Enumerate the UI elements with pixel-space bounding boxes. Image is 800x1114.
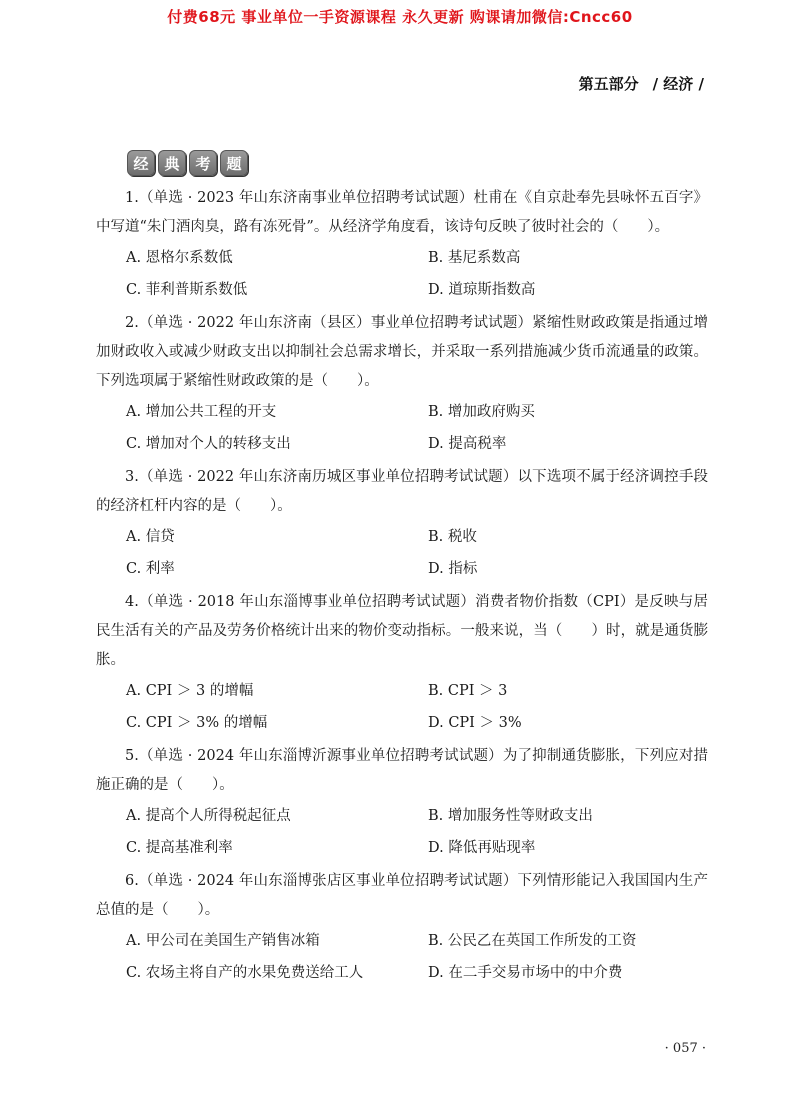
option-d: D. 指标: [428, 561, 478, 577]
watermark-banner: 付费68元 事业单位一手资源课程 永久更新 购课请加微信:Cncc60: [167, 8, 633, 26]
option-a: A. CPI ＞ 3 的增幅: [126, 683, 254, 699]
option-grid: [96, 396, 708, 460]
question-list: [96, 184, 708, 992]
option-grid: [96, 925, 708, 989]
question-2: [96, 309, 708, 460]
option-d: D. 在二手交易市场中的中介费: [428, 965, 623, 981]
question-stem: 3.（单选 · 2022 年山东济南历城区事业单位招聘考试试题）以下选项不属于经济调控手段的经济杠杆内容的是（ ）。: [96, 469, 708, 514]
option-c: C. 增加对个人的转移支出: [126, 436, 291, 452]
classic-questions-badge: [127, 150, 248, 176]
option-d: D. CPI ＞ 3%: [428, 715, 522, 731]
option-b: B. 增加服务性等财政支出: [428, 808, 593, 824]
badge-char: 考: [189, 150, 217, 176]
option-d: D. 降低再贴现率: [428, 840, 536, 856]
option-c: C. 菲利普斯系数低: [126, 282, 248, 298]
part-label: 第五部分: [578, 75, 639, 93]
question-stem: 5.（单选 · 2024 年山东淄博沂源事业单位招聘考试试题）为了抑制通货膨胀，下列应对措施正确的是（ ）。: [96, 748, 708, 793]
option-b: B. 增加政府购买: [428, 404, 535, 420]
badge-char: 经: [127, 150, 155, 176]
option-c: C. 农场主将自产的水果免费送给工人: [126, 965, 364, 981]
badge-char: 典: [158, 150, 186, 176]
question-stem: 4.（单选 · 2018 年山东淄博事业单位招聘考试试题）消费者物价指数（CPI）是反映与居民生活有关的产品及劳务价格统计出来的物价变动指标。一般来说，当（ ）时，就是通货膨胀。: [96, 594, 708, 668]
option-a: A. 增加公共工程的开支: [126, 404, 277, 420]
option-b: B. CPI ＞ 3: [428, 683, 508, 699]
page-number: · 057 ·: [664, 1041, 706, 1056]
option-d: D. 道琼斯指数高: [428, 282, 536, 298]
option-grid: [96, 675, 708, 739]
option-grid: [96, 242, 708, 306]
question-4: [96, 588, 708, 739]
question-3: [96, 463, 708, 585]
question-1: [96, 184, 708, 306]
option-b: B. 税收: [428, 529, 477, 545]
section-header: [579, 73, 704, 94]
option-a: A. 提高个人所得税起征点: [126, 808, 291, 824]
option-a: A. 恩格尔系数低: [126, 250, 233, 266]
question-5: [96, 742, 708, 864]
option-c: C. 利率: [126, 561, 175, 577]
badge-char: 题: [220, 150, 248, 176]
option-a: A. 信贷: [126, 529, 175, 545]
option-b: B. 公民乙在英国工作所发的工资: [428, 933, 637, 949]
option-grid: [96, 521, 708, 585]
option-d: D. 提高税率: [428, 436, 507, 452]
option-b: B. 基尼系数高: [428, 250, 521, 266]
question-stem: 1.（单选 · 2023 年山东济南事业单位招聘考试试题）杜甫在《自京赴奉先县咏怀五百字》中写道“朱门酒肉臭，路有冻死骨”。从经济学角度看，该诗句反映了彼时社会的（ ）。: [96, 190, 708, 235]
question-stem: 6.（单选 · 2024 年山东淄博张店区事业单位招聘考试试题）下列情形能记入我国国内生产总值的是（ ）。: [96, 873, 708, 918]
option-c: C. CPI ＞ 3% 的增幅: [126, 715, 268, 731]
question-6: [96, 867, 708, 989]
subject-label: / 经济 /: [652, 75, 704, 93]
option-c: C. 提高基准利率: [126, 840, 233, 856]
option-grid: [96, 800, 708, 864]
option-a: A. 甲公司在美国生产销售冰箱: [126, 933, 320, 949]
question-stem: 2.（单选 · 2022 年山东济南（县区）事业单位招聘考试试题）紧缩性财政政策是指通过增加财政收入或减少财政支出以抑制社会总需求增长，并采取一系列措施减少货币流通量的政策。下列选项属于紧缩性财政政策的是（ ）。: [96, 315, 708, 389]
